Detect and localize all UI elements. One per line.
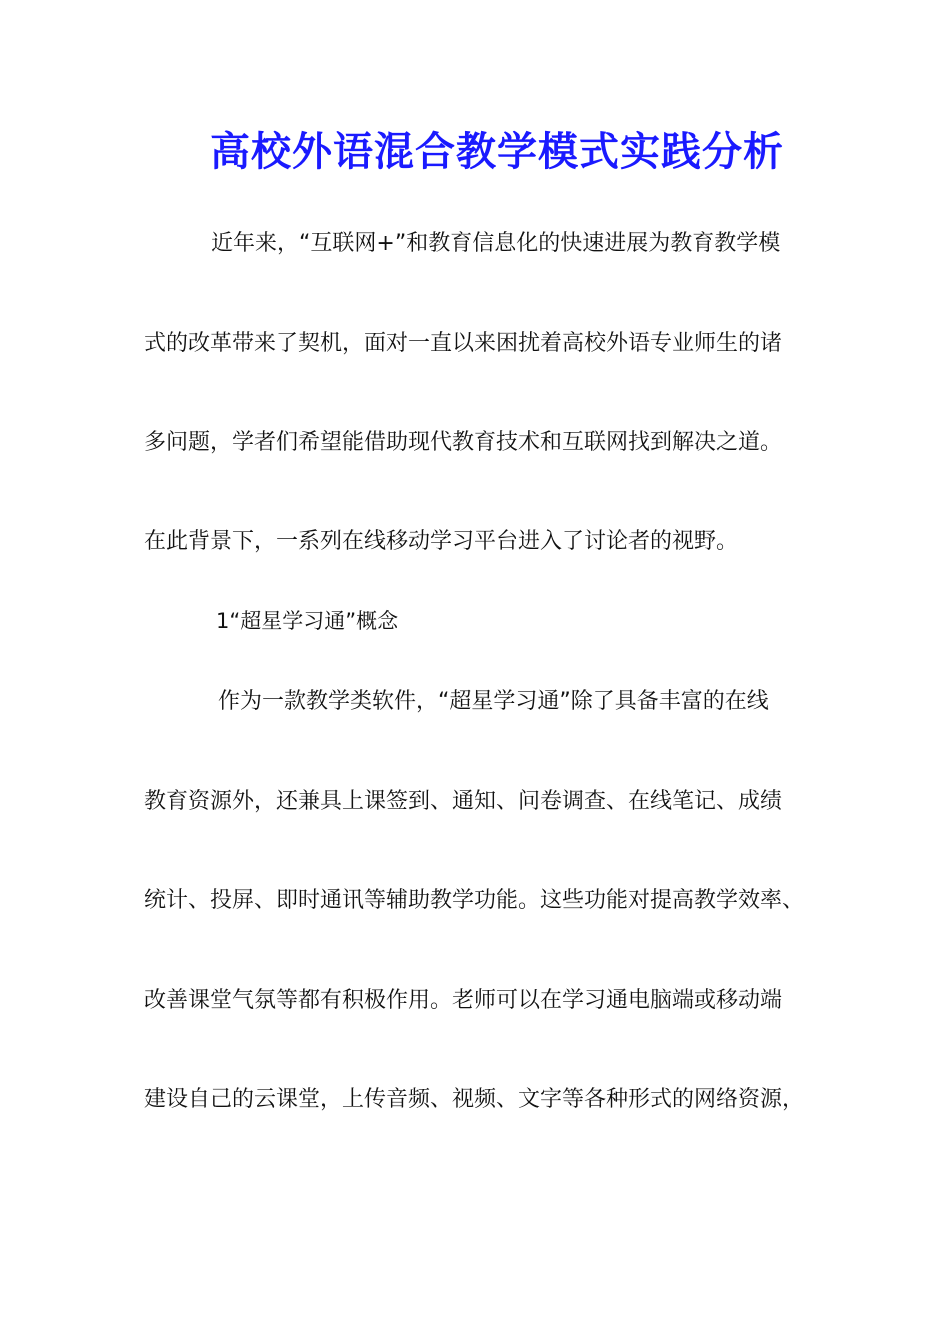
paragraph-line: 式的改革带来了契机，面对一直以来困扰着高校外语专业师生的诸 [144,331,783,356]
section-heading: 1“超星学习通”概念 [216,609,399,633]
paragraph-line: 在此背景下，一系列在线移动学习平台进入了讨论者的视野。 [144,529,739,554]
paragraph-line: 教育资源外，还兼具上课签到、通知、问卷调查、在线笔记、成绩 [144,789,783,814]
paragraph-line: 改善课堂气氛等都有积极作用。老师可以在学习通电脑端或移动端 [144,988,783,1013]
document-title: 高校外语混合教学模式实践分析 [210,128,784,175]
paragraph-line: 多问题，学者们希望能借助现代教育技术和互联网找到解决之道。 [144,430,783,455]
paragraph-line: 作为一款教学类软件，“超星学习通”除了具备丰富的在线 [218,689,769,714]
paragraph-line: 统计、投屏、即时通讯等辅助教学功能。这些功能对提高教学效率、 [144,888,805,913]
paragraph-line: 近年来，“互联网+”和教育信息化的快速进展为教育教学模 [211,231,781,256]
paragraph-line: 建设自己的云课堂，上传音频、视频、文字等各种形式的网络资源， [144,1087,805,1112]
